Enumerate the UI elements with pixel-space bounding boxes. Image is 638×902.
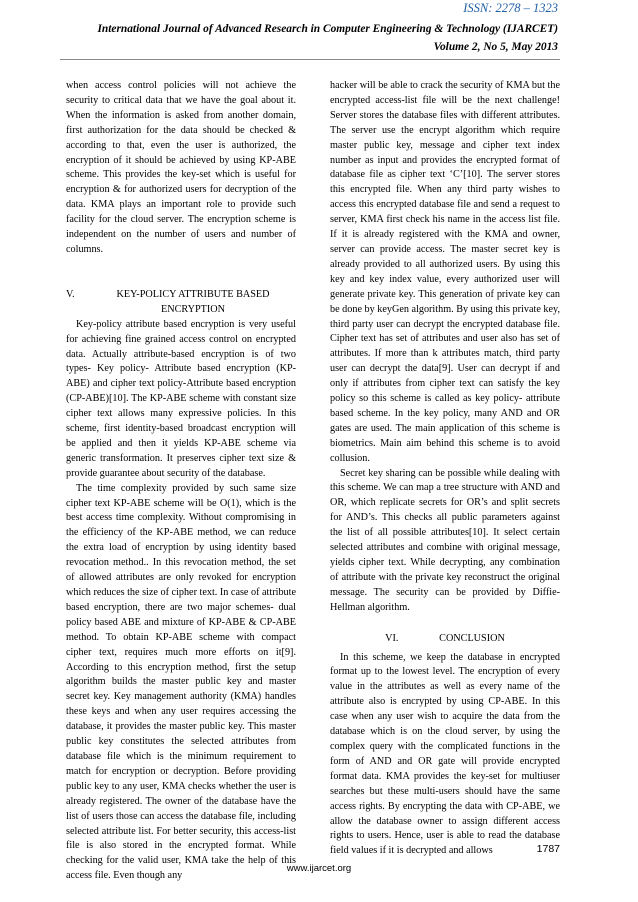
left-column <box>66 79 296 882</box>
section-heading-v <box>66 288 296 318</box>
left-paragraph-1: when access control policies will not achieve the security to critical data that we have the goal about it. When the information is asked from another domain, first authorization for the data should be checked & according to that, even the user is authorized, the encryption of it should be achieved by using KP-ABE scheme. This provides the key-set which is useful for encryption & for authorized users for decryption of the data. KMA plays an important role to provide such facility for the cloud server. The encryption scheme is independent on the number of users and number of columns. <box>66 80 296 255</box>
journal-header <box>0 20 558 56</box>
right-paragraph-2: Secret key sharing can be possible while dealing with this scheme. We can map a tree structure with AND and OR, which replicate secrets for OR’s and split secrets for AND’s. This checks all public parameters against the list of all possible attributes[10]. It select certain selected attributes and combine with original message, yields cipher text. While decrypting, any combination of attribute with the private key reconstruct the original message. The security can be provided by Diffie-Hellman algorithm. <box>330 467 560 613</box>
right-paragraph-3: In this scheme, we keep the database in encrypted format up to the lowest level. The encryption of every value in the attributes as well as every name of the attribute also is encrypted by using CP-ABE. In this case when any user wish to acquire the data from the database which is on the cloud server, by using the complex query with the complicated functions in the form of AND and OR gate will provide encrypted format data. KMA provides the key-set for multiuser searches but these multi-users should have the same access rights. By encrypting the data with CP-ABE, we allow the database owner to assign different access rights to users. Hence, user is able to read the database field values if it is decrypted and allows <box>330 651 560 857</box>
footer-url: www.ijarcet.org <box>286 863 352 874</box>
journal-volume: Volume 2, No 5, May 2013 <box>433 41 558 53</box>
section-title: CONCLUSION <box>439 632 505 644</box>
right-paragraph-1: hacker will be able to crack the security of KMA but the encrypted access-list file will be the next challenge! Server stores the database files with different attributes. The server use the encrypt algorithm which require master public key, message and cipher text index number as input and provides the encrypted format of database file as cipher text ‘C’[10]. The server stores this encrypted file. When any third party wishes to access this encrypted database file and send a request to server, KMA first check his name in the access list file. If it is already registered with the KMA and owner, server can provide access. The master secret key is already provided to all authorized users. By using this key and key index value, every authorized user will generate private key. This generation of private key can be done by keyGen algorithm. By using this private key, third party user can decrypt the encrypted database file. Cipher text has set of attributes and user also has set of attributes. If more than k attributes match, third party user can decrypt the data[9]. User can decrypt if and only if attributes from cipher text can satisfy the key policy so this scheme is called as key policy- attribute based scheme. In the key policy, many AND and OR gates are used. The main application of this scheme is biometrics. Main aim behind this scheme is to avoid collusion. <box>330 80 560 464</box>
section-heading-vi <box>330 632 560 647</box>
section-number: V. <box>66 288 75 300</box>
left-paragraph-2: Key-policy attribute based encryption is very useful for achieving fine grained access control on encrypted data. Actually attribute-based encryption is of two types- Key policy- Attribute based encryption (KP-ABE) and cipher text policy-Attribute based encryption (CP-ABE)[10]. The KP-ABE scheme with constant size cipher text allows many expressive policies. In this scheme, first identity-based broadcast encryption will be applied and then it yields KP-ABE scheme via generic transformation. It preserves cipher text size & provide guarantee about security of the database. <box>66 318 296 479</box>
section-title: KEY-POLICY ATTRIBUTE BASED ENCRYPTION <box>116 288 270 315</box>
section-number: VI. <box>385 632 399 644</box>
left-paragraph-3: The time complexity provided by such same size cipher text KP-ABE scheme will be O(1), which is the best access time complexity. Without compromising in the efficiency of the KP-ABE method, we can reduce the extra load of encryption by using identity based revocation method.. In this revocation method, the set of allowed attributes are only revoked for encryption which reduces the size of cipher text. In case of attribute based encryption, there are two major schemes- dual policy based ABE and mixture of KP-ABE & CP-ABE method. To obtain KP-ABE scheme with compact cipher text, requires much more efforts on it[9]. According to this encryption method, first the setup algorithm builds the master public key and master secret key. Key management authority (KMA) handles these keys and when any user requires accessing the database, it provides the master public key. This master public key constitutes the selected attributes from database file which is the minimum requirement to match for encryption or decryption. Before providing public key to any user, KMA checks whether the user is already registered. The owner of the database have the list of users those can access the database file, including selected attribute list. For better security, this access-list file is also stored in the encrypted format. While checking for the valid user, KMA take the help of this access file. Even though any <box>66 482 296 882</box>
page-number: 1787 <box>536 843 560 855</box>
journal-title: International Journal of Advanced Research in Computer Engineering & Technology (IJARCET) <box>97 23 558 35</box>
header-divider <box>60 59 560 60</box>
issn-label: ISSN: 2278 – 1323 <box>463 1 558 15</box>
